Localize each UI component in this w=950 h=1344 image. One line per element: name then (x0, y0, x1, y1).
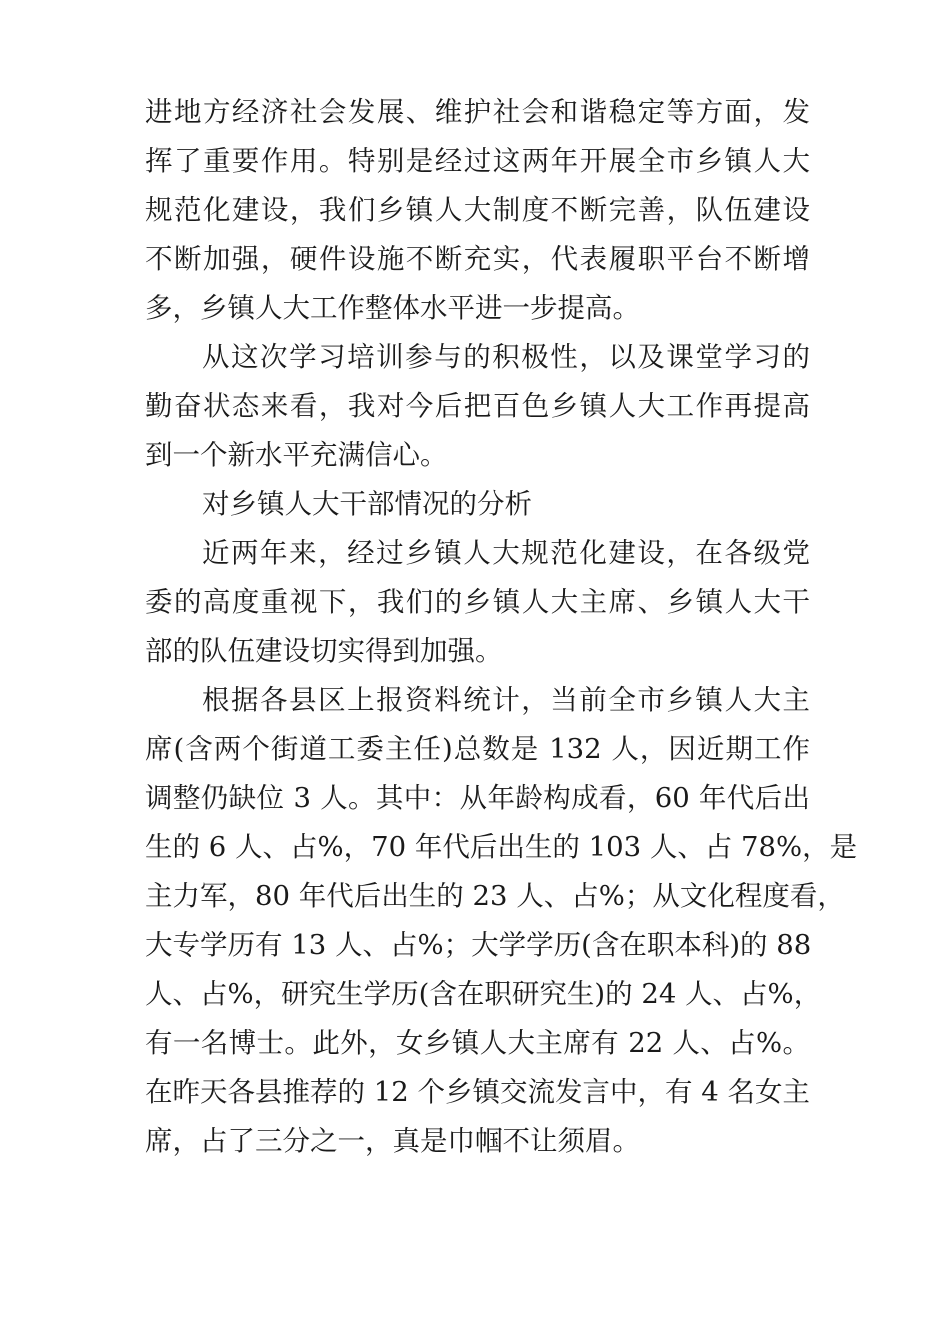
text-line: 席(含两个街道工委主任)总数是 132 人，因近期工作 (145, 733, 810, 765)
text-line: 在昨天各县推荐的 12 个乡镇交流发言中，有 4 名女主 (145, 1076, 810, 1108)
text-line: 委的高度重视下，我们的乡镇人大主席、乡镇人大干 (145, 586, 810, 618)
text-line: 席，占了三分之一，真是巾帼不让须眉。 (145, 1125, 640, 1157)
text-line: 调整仍缺位 3 人。其中：从年龄构成看，60 年代后出 (145, 782, 810, 814)
text-line: 根据各县区上报资料统计，当前全市乡镇人大主 (202, 684, 810, 716)
document-body (145, 88, 858, 1166)
text-line: 有一名博士。此外，女乡镇人大主席有 22 人、占%。 (145, 1027, 810, 1059)
text-line: 挥了重要作用。特别是经过这两年开展全市乡镇人大 (145, 145, 810, 177)
text-line: 到一个新水平充满信心。 (145, 439, 448, 471)
text-line: 大专学历有 13 人、占%；大学学历(含在职本科)的 88 (145, 929, 812, 961)
heading-text: 对乡镇人大干部情况的分析 (202, 488, 532, 520)
text-line: 近两年来，经过乡镇人大规范化建设，在各级党 (202, 537, 810, 569)
text-line: 规范化建设，我们乡镇人大制度不断完善，队伍建设 (145, 194, 810, 226)
paragraph-statistics (145, 676, 858, 1166)
text-line: 进地方经济社会发展、维护社会和谐稳定等方面，发 (145, 96, 810, 128)
text-line: 从这次学习培训参与的积极性，以及课堂学习的 (202, 341, 810, 373)
text-line: 生的 6 人、占%，70 年代后出生的 103 人、占 78%，是 (145, 831, 858, 863)
paragraph-confidence (145, 333, 810, 480)
paragraph-continuation (145, 88, 810, 333)
text-line: 部的队伍建设切实得到加强。 (145, 635, 503, 667)
paragraph-recent-years (145, 529, 810, 676)
text-line: 主力军，80 年代后出生的 23 人、占%；从文化程度看， (145, 880, 845, 912)
text-line: 多，乡镇人大工作整体水平进一步提高。 (145, 292, 640, 324)
text-line: 不断加强，硬件设施不断充实，代表履职平台不断增 (145, 243, 810, 275)
section-heading (145, 480, 810, 529)
text-line: 勤奋状态来看，我对今后把百色乡镇人大工作再提高 (145, 390, 810, 422)
text-line: 人、占%，研究生学历(含在职研究生)的 24 人、占%， (145, 978, 822, 1010)
